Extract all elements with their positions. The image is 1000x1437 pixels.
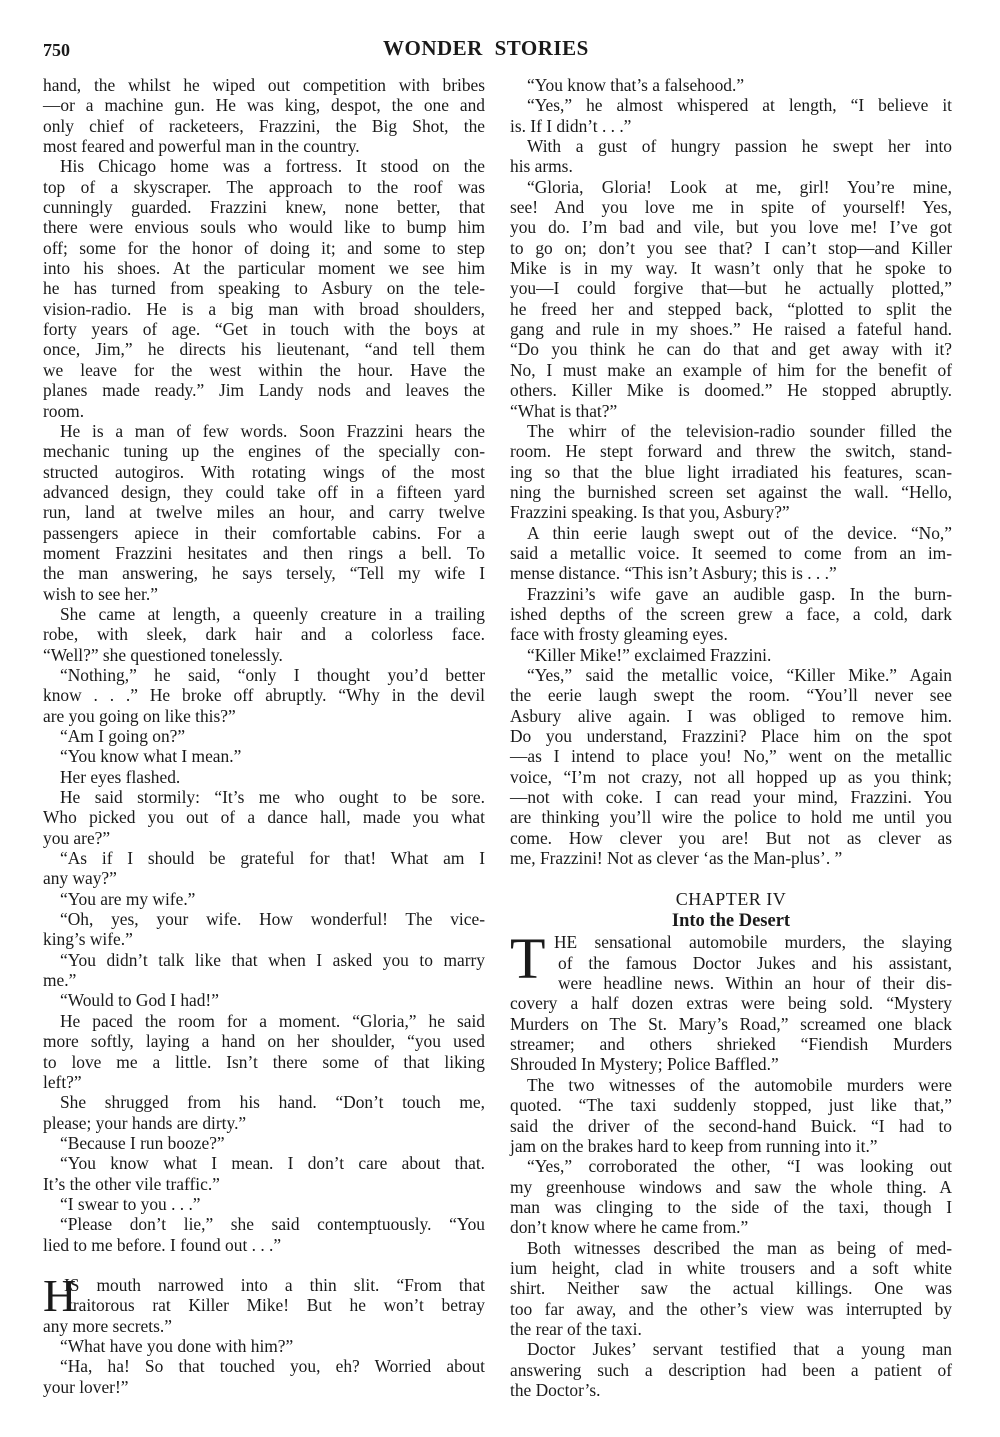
text-line: “What is that?” [510,400,618,421]
text-line: robe, with sleek, dark hair and a colorless face. [43,624,485,645]
text-line: —or a machine gun. He was king, despot, the one and [43,95,485,116]
text-line: “I swear to you . . .” [60,1193,201,1214]
text-line: mense distance. “This isn’t Asbury; this is . . .” [510,563,837,584]
text-line: The whirr of the television-radio sounder filled the [527,420,952,441]
text-line: “You know what I mean.” [60,746,242,767]
text-line: “Please don’t lie,” she said contemptuously. “You [60,1214,485,1235]
text-line: don’t know where he came from.” [510,1217,749,1238]
paragraph [43,746,485,766]
text-line: please; your hands are dirty.” [43,1112,247,1133]
text-line: cunningly guarded. Frazzini knew, none better, that [43,197,485,218]
text-line: others. Killer Mike is doomed.” He stopped abruptly. [510,380,952,401]
text-line: too far away, and the other’s view was interrupted by [510,1298,952,1319]
text-line: room. He stept forward and threw the switch, stand- [510,441,952,462]
paragraph [43,1153,485,1194]
text-line: “As if I should be grateful for that! What am I [60,848,485,869]
text-line: shirt. Neither saw the actual killings. One was [510,1278,952,1299]
text-line: is. If I didn’t . . .” [510,115,632,136]
text-line: She shrugged from his hand. “Don’t touch me, [60,1092,485,1113]
text-line: “Nothing,” he said, “only I thought you’d better [60,664,485,685]
text-line: “Oh, yes, your wife. How wonderful! The vice- [60,909,485,930]
text-line: traitorous rat Killer Mike! But he won’t betray [68,1295,485,1316]
text-line: He is a man of few words. Soon Frazzini hears the [60,420,485,441]
paragraph [510,177,952,421]
text-line: “You know what I mean. I don’t care about that. [60,1153,485,1174]
paragraph [43,1011,485,1092]
text-line: vision-radio. He is a big man with broad shoulders, [43,298,485,319]
text-line: “You didn’t talk like that when I asked you to marry [60,949,485,970]
text-line: ning the burnished screen set against the wall. “Hello, [510,481,952,502]
paragraph [43,1133,485,1153]
text-line: Her eyes flashed. [60,766,181,787]
text-line: No, I must make an example of him for the benefit of [510,359,952,380]
text-line: top of a skyscraper. The approach to the roof was [43,176,485,197]
text-line: know . . .” He broke off abruptly. “Why in the devil [43,685,485,706]
text-line: you do. I’m bad and vile, but you love me! I’ve got [510,217,952,238]
text-line: jam on the brakes hard to keep from running into it.” [510,1135,878,1156]
paragraph [43,1356,485,1397]
paragraph [510,95,952,136]
text-line: Doctor Jukes’ servant testified that a young man [527,1339,952,1360]
paragraph [510,645,952,665]
text-line: man was clinging to the side of the taxi, though I [510,1196,952,1217]
paragraph [510,1339,952,1400]
text-line: said a metallic voice. It seemed to come from an im- [510,542,952,563]
text-line: off; some for the honor of doing it; and some to step [43,237,485,258]
text-line: most feared and powerful man in the country. [43,136,360,157]
text-line: face with frosty gleaming eyes. [510,624,728,645]
text-line: With a gust of hungry passion he swept her into [527,136,952,157]
text-line: were headline news. Within an hour of their dis- [558,973,952,994]
text-line: covery a half dozen extras were being sold. “Mystery [510,993,952,1014]
text-line: The two witnesses of the automobile murders were [527,1074,952,1095]
text-line: “What have you done with him?” [60,1335,294,1356]
text-line: ished depths of the screen grew a face, a cold, dark [510,603,952,624]
paragraph [510,1156,952,1237]
paragraph [43,75,485,156]
text-line: the rear of the taxi. [510,1318,642,1339]
running-title: WONDER STORIES [383,36,589,60]
text-line: “Yes,” he almost whispered at length, “I believe it [527,95,952,116]
paragraph [43,665,485,726]
paragraph [43,787,485,848]
text-line: of the famous Doctor Jukes and his assistant, [558,952,952,973]
text-line: “Because I run booze?” [60,1132,225,1153]
text-line: me.” [43,970,77,991]
text-line: left?” [43,1071,82,1092]
text-line: moment Frazzini hesitates and then rings a bell. To [43,542,485,563]
paragraph [43,909,485,950]
text-line: Do you understand, Frazzini? Place him on the spot [510,726,952,746]
text-line: Frazzini’s wife gave an audible gasp. In the burn- [527,583,952,604]
text-line: come. How clever you are! But not as clever as [510,827,952,848]
page-number: 750 [43,40,70,60]
text-line: IS mouth narrowed into a thin slit. “From that [64,1274,485,1295]
text-line: to love me a little. Isn’t there some of that liking [43,1051,485,1072]
text-line: run, land at twelve miles an hour, and carry twelve [43,502,485,523]
text-line: —not with coke. I can read your mind, Frazzini. You [510,787,952,808]
paragraph [510,421,952,523]
text-line: lied to me before. I found out . . .” [43,1234,282,1255]
text-line: quoted. “The taxi suddenly stopped, just like that,” [510,1095,952,1116]
paragraph [510,926,952,1075]
text-line: answering such a description had been a patient of [510,1359,952,1380]
section-gap [43,1255,485,1275]
text-line: are thinking you’ll wire the police to hold me until you [510,807,952,828]
paragraph [510,584,952,645]
text-line: the eerie laugh swept the room. “You’ll never see [510,685,952,706]
drop-cap: T [510,926,546,992]
paragraph [510,75,952,95]
section-gap [510,868,952,888]
text-line: streamer; and others shrieked “Fiendish Murders [510,1034,952,1055]
text-line: Who picked you out of a dance hall, made you what [43,807,485,828]
chapter-number: CHAPTER IV [675,889,787,910]
text-line: He paced the room for a moment. “Gloria,” he said [60,1010,485,1031]
text-line: planes made ready.” Jim Landy nods and leaves the [43,380,485,401]
paragraph [43,421,485,604]
text-line: your lover!” [43,1376,129,1397]
text-line: She came at length, a queenly creature in a trailing [60,603,485,624]
drop-cap: H [43,1269,77,1321]
text-line: once, Jim,” he directs his lieutenant, “and tell them [43,339,485,360]
paragraph [510,1075,952,1156]
text-line: you—I could forgive that—but he actually plotted,” [510,278,952,299]
paragraph [510,665,952,868]
text-line: Asbury alive again. I was obliged to remove him. [510,705,952,726]
paragraph [43,1336,485,1356]
text-line: he freed her and stepped back, “plotted to split the [510,298,952,319]
text-line: ing so that the blue light irradiated his features, scan- [510,461,952,482]
text-line: Mike is in my way. It wasn’t only that he spoke to [510,258,952,279]
text-line: Murders on The St. Mary’s Road,” screamed one black [510,1013,952,1034]
text-line: structed autogiros. With rotating wings of the most [43,461,485,482]
chapter-title: Into the Desert [671,911,791,932]
text-line: His Chicago home was a fortress. It stood on the [60,156,485,177]
text-line: me, Frazzini! Not as clever ‘as the Man-plus’. ” [510,848,843,869]
text-line: advanced design, they could take off in a fifteen yard [43,481,485,502]
text-line: mechanic tuning up the engines of the specially con- [43,441,485,462]
text-line: any way?” [43,868,117,889]
text-line: Both witnesses described the man as being of med- [527,1237,952,1258]
text-line: It’s the other vile traffic.” [43,1173,220,1194]
paragraph [43,990,485,1010]
paragraph [510,136,952,177]
text-line: any more secrets.” [43,1315,172,1336]
text-line: wish to see her.” [43,583,158,604]
text-line: “Am I going on?” [60,726,186,746]
text-line: Frazzini speaking. Is that you, Asbury?” [510,502,790,523]
text-line: we leave for the west within the hour. Have the [43,359,485,380]
text-line: Shrouded In Mystery; Police Baffled.” [510,1054,779,1075]
paragraph [43,889,485,909]
text-line: room. [43,400,85,421]
text-line: said the driver of the second-hand Buick. “I had to [510,1115,952,1136]
paragraph [43,156,485,420]
text-line: gang and rule in my shoes.” He raised a fateful hand. [510,319,952,340]
paragraph [43,604,485,665]
text-line: there were envious souls who would like to bump him [43,217,485,238]
paragraph [43,1092,485,1133]
text-line: “Ha, ha! So that touched you, eh? Worried about [60,1356,485,1377]
left-column [43,75,485,1397]
text-line: He said stormily: “It’s me who ought to be sore. [60,787,485,808]
paragraph [510,1238,952,1340]
text-line: “Gloria, Gloria! Look at me, girl! You’re mine, [527,176,952,197]
text-line: “Killer Mike!” exclaimed Frazzini. [527,644,772,665]
paragraph [43,950,485,991]
text-line: passengers apiece in their comfortable cabins. For a [43,522,485,543]
text-line: are you going on like this?” [43,705,236,726]
paragraph [43,1194,485,1214]
text-line: he has turned from speaking to Asbury on the tele- [43,278,485,299]
text-line: forty years of age. “Get in touch with the boys at [43,319,485,340]
text-line: to go on; don’t you see that? I can’t stop—and Killer [510,237,952,258]
text-line: the Doctor’s. [510,1379,601,1400]
paragraph [43,726,485,746]
text-line: “You are my wife.” [60,888,196,909]
text-line: voice, “I’m not crazy, not all hopped up as you think; [510,766,952,787]
text-line: “Would to God I had!” [60,990,219,1011]
text-line: HE sensational automobile murders, the slaying [554,932,952,953]
text-line: A thin eerie laugh swept out of the device. “No,” [527,522,952,543]
text-line: the man answering, he says tersely, “Tell my wife I [43,563,485,584]
chapter-heading [510,888,952,932]
text-line: “Yes,” said the metallic voice, “Killer Mike.” Again [527,664,952,685]
text-line: see! And you love me in spite of yourself! Yes, [510,197,952,218]
text-line: into his shoes. At the particular moment we see him [43,258,485,279]
text-line: ium height, clad in white trousers and a soft white [510,1257,952,1278]
text-line: his arms. [510,156,573,177]
text-line: “Well?” she questioned tonelessly. [43,644,283,665]
text-line: hand, the whilst he wiped out competition with bribes [43,75,485,95]
text-line: —as I intend to place you! No,” went on the metallic [510,746,952,767]
text-line: “Yes,” corroborated the other, “I was looking out [527,1156,952,1177]
paragraph [43,1269,485,1336]
right-column [510,75,952,1400]
text-line: you are?” [43,827,111,848]
paragraph [510,523,952,584]
text-line: “Do you think he can do that and get away with it? [510,339,952,360]
text-line: “You know that’s a falsehood.” [527,75,745,95]
text-line: king’s wife.” [43,929,133,950]
text-line: my greenhouse windows and saw the whole thing. A [510,1176,952,1197]
text-line: more softly, laying a hand on her shoulder, “you used [43,1031,485,1052]
text-line: only chief of racketeers, Frazzini, the Big Shot, the [43,115,485,136]
paragraph [43,1214,485,1255]
paragraph [43,767,485,787]
paragraph [43,848,485,889]
